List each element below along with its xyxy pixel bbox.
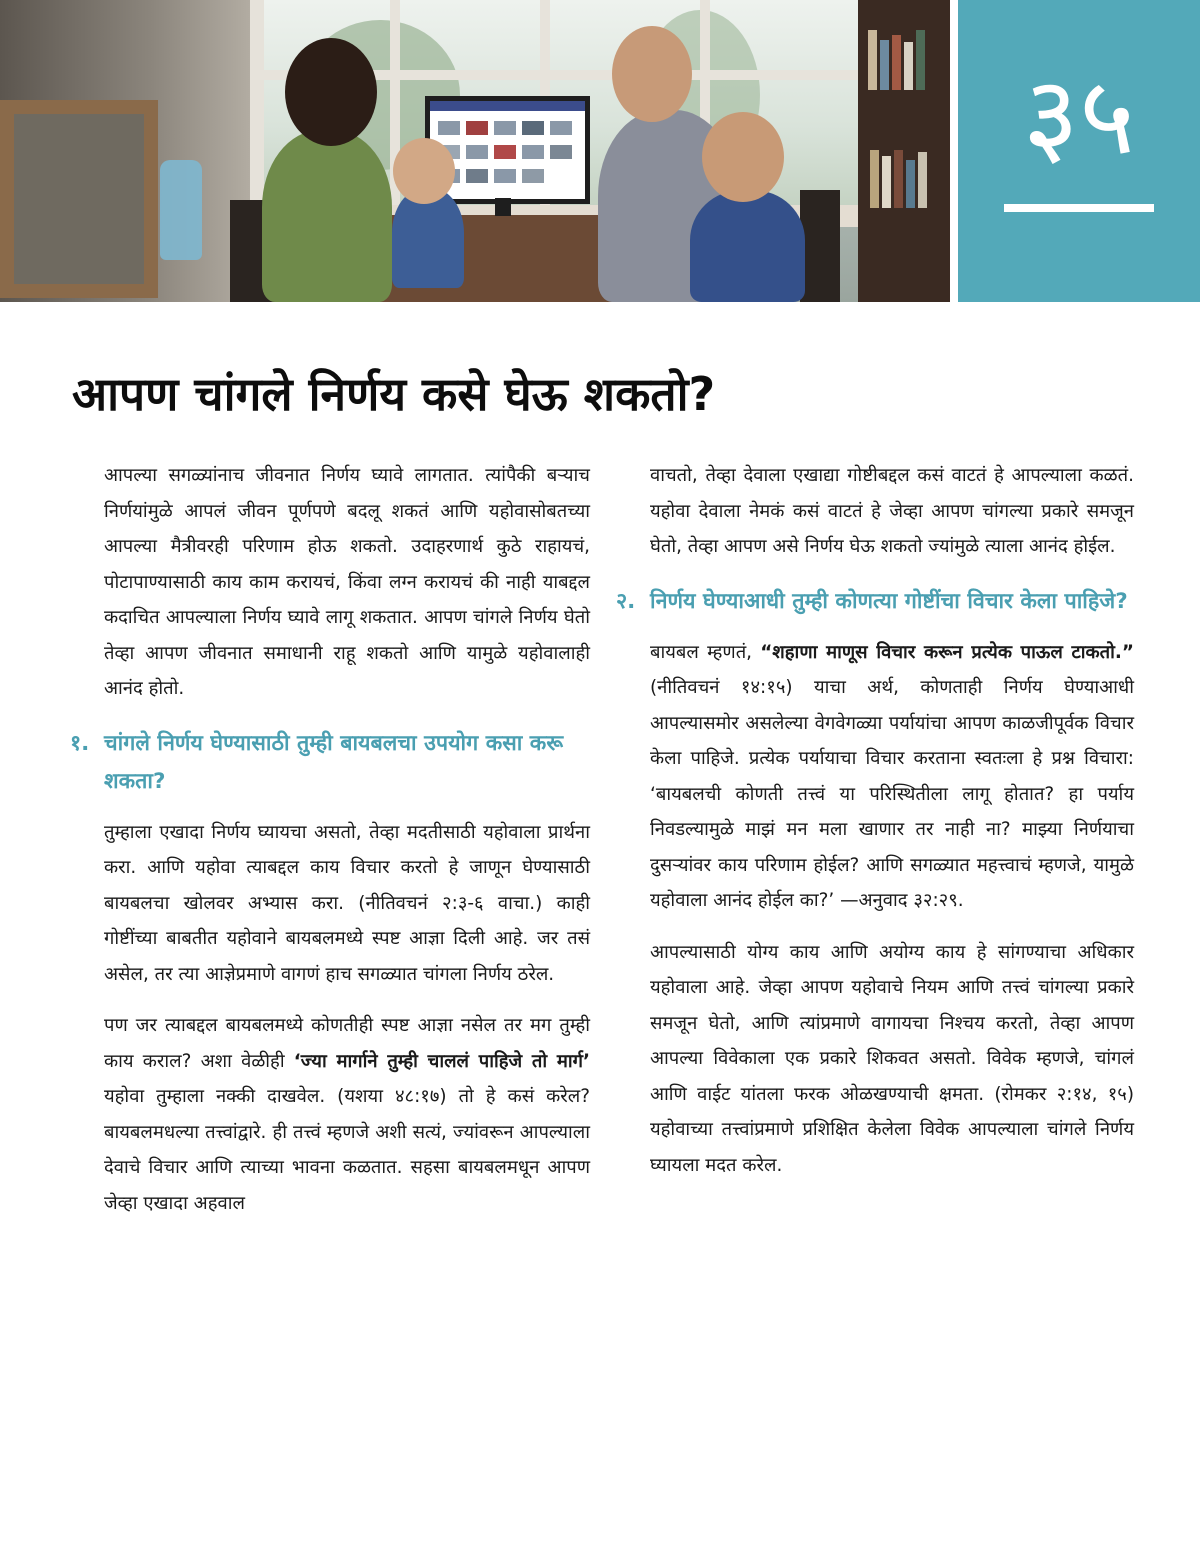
paragraph-1: तुम्हाला एखादा निर्णय घ्यायचा असतो, तेव्हा मदतीसाठी यहोवाला प्रार्थना करा. आणि यहोवा त्याबद्दल काय विचार करतो हे जाणून घेण्यासाठी बायबलचा खोलवर अभ्यास करा. (नीतिवचनं २:३-६ वाचा.) काही गोष्टींच्या बाबतीत यहोवाने बायबलमध्ये स्पष्ट आज्ञा दिली आहे. जर तसं असेल, तर त्या आज्ञेप्रमाणे वागणं हाच सगळ्यात चांगला निर्णय ठरेल. <box>104 821 590 985</box>
father-head <box>612 26 692 122</box>
question-2-number: २. <box>616 588 636 614</box>
lesson-number: ३५ <box>1022 54 1136 179</box>
baby-head <box>393 138 455 204</box>
mother <box>262 130 392 302</box>
question-2-text: निर्णय घेण्याआधी तुम्ही कोणत्या गोष्टींचा विचार केला पाहिजे? <box>650 588 1128 614</box>
paragraph-3-text-a: बायबल म्हणतं, <box>650 641 761 663</box>
paragraph-2-text-a: पण जर त्याबद्दल बायबलमध्ये कोणतीही स्पष्ट आज्ञा नसेल तर मग तुम्ही काय कराल? अशा वेळीही <box>104 1015 590 1072</box>
lesson-number-block <box>958 0 1200 302</box>
boy <box>690 190 805 302</box>
baby-bottle <box>160 160 202 260</box>
paragraph-3 <box>650 635 1134 919</box>
mother-head <box>285 38 377 146</box>
chair <box>800 190 840 302</box>
paragraph-2 <box>104 1008 590 1221</box>
question-1-number: १. <box>70 730 90 756</box>
left-column <box>70 458 590 1221</box>
photo-frame <box>0 100 158 298</box>
page-title: आपण चांगले निर्णय कसे घेऊ शकतो? <box>72 367 716 421</box>
monitor-stand <box>495 198 511 216</box>
question-2 <box>616 583 1134 621</box>
lesson-number-underline <box>1004 204 1154 212</box>
family-at-computer-photo <box>0 0 950 302</box>
boy-head <box>702 112 784 202</box>
paragraph-3-text-b: (नीतिवचनं १४:१५) याचा अर्थ, कोणताही निर्णय घेण्याआधी आपल्यासमोर असलेल्या वेगवेगळ्या पर्यायांचा आपण काळजीपूर्वक विचार केला पाहिजे. प्रत्येक पर्यायाचा विचार करताना स्वतःला हे प्रश्न विचारा: ‘बायबलची कोणती तत्त्वं या परिस्थितीला लागू होतात? हा पर्याय निवडल्यामुळे माझं मन मला खाणार तर नाही ना? माझ्या निर्णयाचा दुसऱ्यांवर काय परिणाम होईल? आणि सगळ्यात महत्त्वाचं म्हणजे, यामुळे यहोवाला आनंद होईल का?’ —अनुवाद ३२:२९. <box>650 677 1134 911</box>
right-column <box>616 458 1134 1199</box>
paragraph-4: आपल्यासाठी योग्य काय आणि अयोग्य काय हे सांगण्याचा अधिकार यहोवाला आहे. जेव्हा आपण यहोवाचे नियम आणि तत्त्वं चांगल्या प्रकारे समजून घेतो, आणि त्यांप्रमाणे वागायचा निश्चय करतो, तेव्हा आपण आपल्या विवेकाला एक प्रकारे शिकवत असतो. विवेक म्हणजे, चांगलं आणि वाईट यांतला फरक ओळखण्याची क्षमता. (रोमकर २:१४, १५) यहोवाच्या तत्त्वांप्रमाणे प्रशिक्षित केलेला विवेक आपल्याला चांगले निर्णय घ्यायला मदत करेल. <box>650 941 1134 1176</box>
intro-paragraph: आपल्या सगळ्यांनाच जीवनात निर्णय घ्यावे लागतात. त्यांपैकी बऱ्याच निर्णयांमुळे आपलं जीवन पूर्णपणे बदलू शकतं आणि यहोवासोबतच्या आपल्या मैत्रीवरही परिणाम होऊ शकतो. उदाहरणार्थ कुठे राहायचं, पोटापाण्यासाठी काय काम करायचं, किंवा लग्न करायचं की नाही याबद्दल कदाचित आपल्याला निर्णय घ्यावे लागू शकतात. आपण चांगले निर्णय घेतो तेव्हा आपण जीवनात समाधानी राहू शकतो आणि यामुळे यहोवालाही आनंद होतो. <box>104 465 590 699</box>
paragraph-3-quote: “शहाणा माणूस विचार करून प्रत्येक पाऊल टाकतो.” <box>760 641 1134 663</box>
paragraph-2-text-b: यहोवा तुम्हाला नक्की दाखवेल. (यशया ४८:१७) तो हे कसं करेल? बायबलमधल्या तत्त्वांद्वारे. ही तत्त्वं म्हणजे अशी सत्यं, ज्यांवरून आपल्याला देवाचे विचार आणि त्याच्या भावना कळतात. सहसा बायबलमधून आपण जेव्हा एखादा अहवाल <box>104 1086 590 1214</box>
question-1-text: चांगले निर्णय घेण्यासाठी तुम्ही बायबलचा उपयोग कसा करू शकता? <box>104 730 564 794</box>
paragraph-2-continued: वाचतो, तेव्हा देवाला एखाद्या गोष्टीबद्दल कसं वाटतं हे आपल्याला कळतं. यहोवा देवाला नेमकं कसं वाटतं हे जेव्हा आपण चांगल्या प्रकारे समजून घेतो, तेव्हा आपण असे निर्णय घेऊ शकतो ज्यांमुळे त्याला आनंद होईल. <box>650 465 1134 557</box>
paragraph-2-quote: ‘ज्या मार्गाने तुम्ही चाललं पाहिजे तो मार्ग’ <box>293 1050 590 1072</box>
bookshelf <box>858 0 950 302</box>
question-1 <box>70 725 590 801</box>
